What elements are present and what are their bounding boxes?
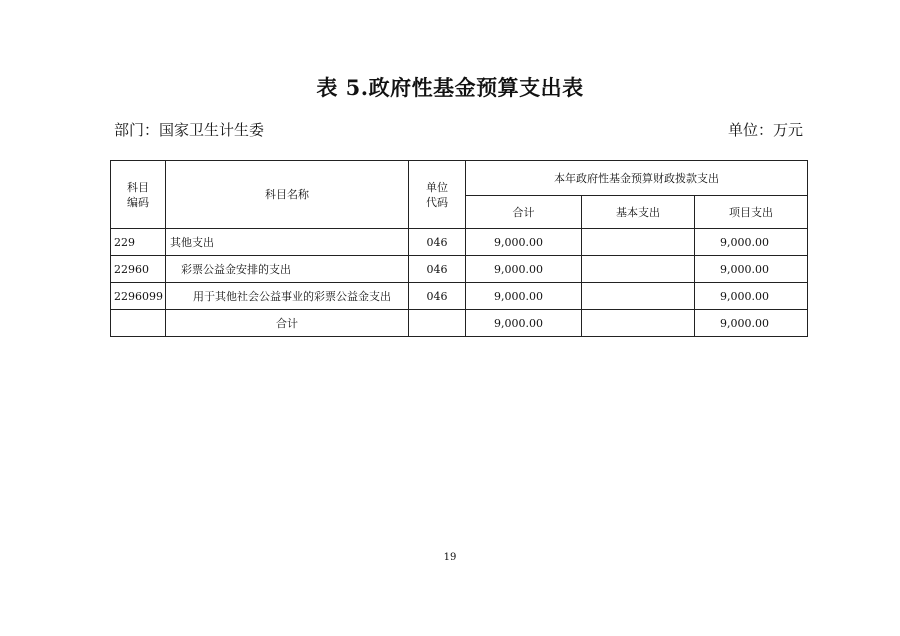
row-total: 9,000.00 [466, 283, 582, 310]
header-code-line2: 编码 [127, 195, 149, 209]
row-name: 其他支出 [166, 229, 409, 256]
table-row [111, 256, 808, 283]
total-row-project: 9,000.00 [695, 310, 808, 337]
total-row [111, 310, 808, 337]
row-project: 9,000.00 [695, 229, 808, 256]
header-unit-code-line1: 单位 [426, 180, 448, 194]
page-title: 表 5.政府性基金预算支出表 [316, 75, 584, 100]
row-basic [582, 283, 695, 310]
header-basic: 基本支出 [582, 196, 695, 229]
header-project: 项目支出 [695, 196, 808, 229]
unit-label: 单位：万元 [727, 121, 803, 139]
table-row [111, 283, 808, 310]
total-row-basic [582, 310, 695, 337]
row-name: 用于其他社会公益事业的彩票公益金支出 [166, 283, 409, 310]
header-code [111, 161, 166, 229]
budget-table [110, 160, 808, 337]
total-row-total: 9,000.00 [466, 310, 582, 337]
row-code: 22960 [111, 256, 166, 283]
header-unit-code [409, 161, 466, 229]
row-total: 9,000.00 [466, 229, 582, 256]
row-project: 9,000.00 [695, 283, 808, 310]
page-number: 19 [443, 552, 457, 563]
row-code: 229 [111, 229, 166, 256]
total-row-unit-code [409, 310, 466, 337]
header-name: 科目名称 [166, 161, 409, 229]
row-basic [582, 256, 695, 283]
row-unit-code: 046 [409, 283, 466, 310]
header-unit-code-line2: 代码 [426, 195, 448, 209]
row-unit-code: 046 [409, 256, 466, 283]
row-total: 9,000.00 [466, 256, 582, 283]
total-row-label: 合计 [166, 310, 409, 337]
row-name: 彩票公益金安排的支出 [166, 256, 409, 283]
table-row [111, 229, 808, 256]
header-group: 本年政府性基金预算财政拨款支出 [466, 161, 808, 196]
department-label: 部门：国家卫生计生委 [114, 121, 265, 139]
row-project: 9,000.00 [695, 256, 808, 283]
row-code: 2296099 [111, 283, 166, 310]
header-code-line1: 科目 [127, 180, 149, 194]
header-row-1 [111, 161, 808, 196]
row-basic [582, 229, 695, 256]
total-row-code [111, 310, 166, 337]
header-total: 合计 [466, 196, 582, 229]
row-unit-code: 046 [409, 229, 466, 256]
